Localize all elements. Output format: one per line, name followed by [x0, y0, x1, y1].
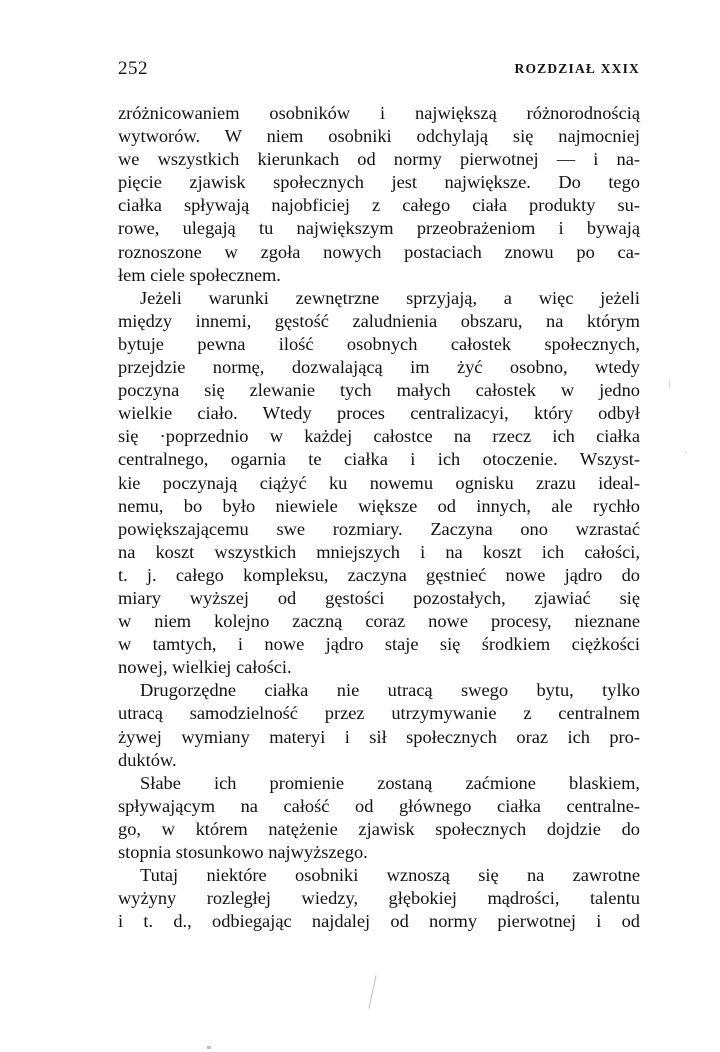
- text-line: w tamtych, i nowe jądro staje się środkiem ciężkości: [118, 634, 640, 655]
- text-line: go, w którem natężenie zjawisk społecznych dojdzie do: [118, 818, 640, 839]
- text-line: żywej wymiany materyi i sił społecznych oraz ich pro-: [118, 726, 640, 747]
- text-line: zróżnicowaniem osobników i największą różnorodnością: [118, 103, 640, 123]
- text-line: ciałka spływają najobficiej z całego ciała produkty su-: [118, 195, 640, 216]
- scan-speck: ⁝: [668, 380, 672, 391]
- text-line: wielkie ciało. Wtedy proces centralizacyi, który odbył: [118, 403, 640, 424]
- text-line: się ·poprzednio w każdej całostce na rzecz ich ciałka: [118, 426, 640, 447]
- scan-speck: ·: [684, 448, 688, 459]
- text-line: pięcie zjawisk społecznych jest największe. Do tego: [118, 172, 640, 193]
- text-line: centralnego, ogarnia te ciałka i ich otoczenie. Wszyst-: [118, 449, 640, 470]
- chapter-title: ROZDZIAŁ XXIX: [514, 61, 640, 76]
- page-number: 252: [118, 58, 148, 79]
- text-line: bytuje pewna ilość osobnych całostek społecznych,: [118, 333, 640, 354]
- text-line: utracą samodzielność przez utrzymywanie z centralnem: [118, 703, 640, 724]
- text-line: poczyna się zlewanie tych małych całostek w jedno: [118, 380, 640, 401]
- text-line: duktów.: [118, 749, 177, 770]
- text-line: we wszystkich kierunkach od normy pierwotnej — i na-: [118, 149, 640, 170]
- scan-mark: [368, 975, 376, 1008]
- paragraph-start-line: Jeżeli warunki zewnętrzne sprzyjają, a więc jeżeli: [140, 287, 640, 308]
- paragraph-start-line: Słabe ich promienie zostaną zaćmione blaskiem,: [140, 772, 640, 793]
- text-line: miary wyższej od gęstości pozostałych, zjawiać się: [118, 587, 640, 608]
- text-line: w niem kolejno zaczną coraz nowe procesy, nieznane: [118, 611, 640, 632]
- text-line: kie poczynają ciążyć ku nowemu ognisku zrazu ideal-: [118, 472, 640, 493]
- text-line: stopnia stosunkowo najwyższego.: [118, 842, 368, 862]
- text-line: roznoszone w zgoła nowych postaciach znowu po ca-: [118, 241, 640, 262]
- paragraph-start-line: Drugorzędne ciałka nie utracą swego bytu, tylko: [140, 680, 640, 701]
- text-line: t. j. całego kompleksu, zaczyna gęstnieć nowe jądro do: [118, 564, 640, 585]
- scan-mark: [207, 1046, 211, 1049]
- text-line: nowej, wielkiej całości.: [118, 657, 292, 678]
- text-line: powiększającemu swe rozmiary. Zaczyna ono wzrastać: [118, 518, 640, 539]
- paragraph-start-line: Tutaj niektóre osobniki wznoszą się na zawrotne: [140, 865, 640, 886]
- text-line: spływającym na całość od głównego ciałka centralne-: [118, 795, 640, 816]
- text-line: przejdzie normę, dozwalającą im żyć osobno, wtedy: [118, 357, 640, 378]
- text-line: i t. d., odbiegając najdalej od normy pierwotnej i od: [118, 911, 640, 932]
- text-line: wyżyny rozległej wiedzy, głębokiej mądrości, talentu: [118, 888, 640, 909]
- text-line: nemu, bo było niewiele większe od innych, ale rychło: [118, 495, 640, 516]
- text-line: wytworów. W niem osobniki odchylają się najmocniej: [118, 126, 640, 147]
- text-line: między innemi, gęstość zaludnienia obszaru, na którym: [118, 310, 640, 331]
- text-line: łem ciele społecznem.: [118, 264, 281, 285]
- running-head: [118, 58, 640, 86]
- text-line: na koszt wszystkich mniejszych i na koszt ich całości,: [118, 541, 640, 562]
- body-text: [118, 102, 640, 933]
- text-line: rowe, ulegają tu największym przeobrażeniom i bywają: [118, 218, 640, 239]
